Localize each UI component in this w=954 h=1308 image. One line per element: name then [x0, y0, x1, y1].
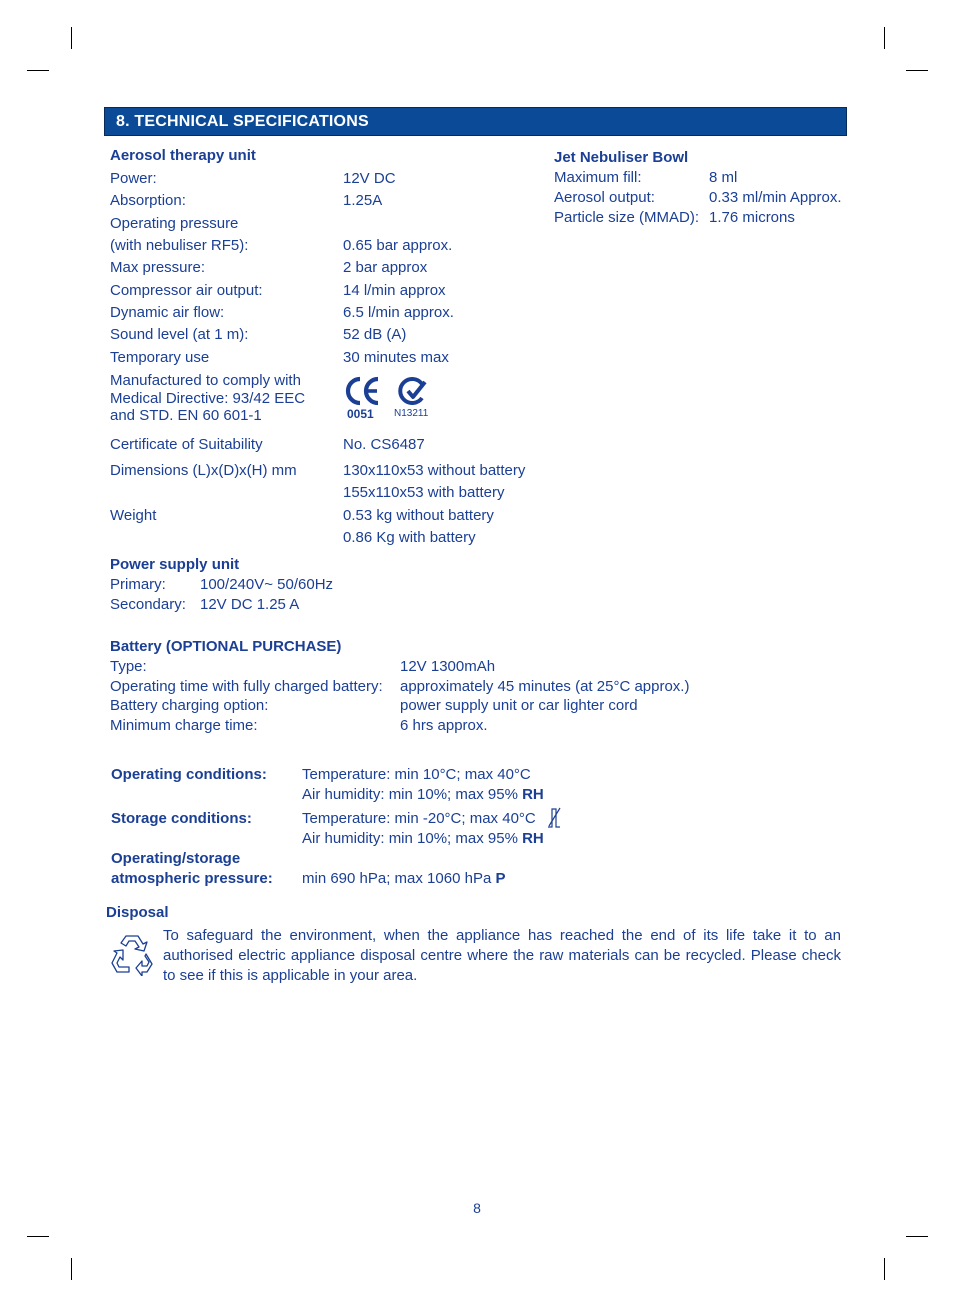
spec-label: Temporary use [110, 349, 210, 366]
temperature-limit-icon [546, 806, 562, 828]
directive-line: Medical Directive: 93/42 EEC [110, 389, 306, 407]
crop-mark [27, 70, 49, 71]
pressure-value-line [302, 870, 505, 888]
directive-text [110, 372, 305, 425]
c-tick-number: N13211 [394, 408, 429, 419]
spec-label: Secondary: [110, 596, 186, 613]
jet-heading: Jet Nebuliser Bowl [554, 149, 689, 166]
spec-value: 0.65 bar approx. [343, 237, 453, 254]
spec-label: Dynamic air flow: [110, 304, 225, 321]
weight-value: 0.53 kg without battery [343, 507, 494, 524]
crop-mark [71, 1258, 72, 1280]
spec-label: Maximum fill: [554, 169, 642, 186]
c-tick-icon [398, 376, 428, 406]
spec-label: Operating pressure [110, 215, 239, 232]
spec-value: 12V DC 1.25 A [200, 596, 300, 613]
spec-value: 52 dB (A) [343, 326, 407, 343]
pressure-value: min 690 hPa; max 1060 hPa [302, 870, 496, 887]
spec-label: Compressor air output: [110, 282, 263, 299]
weight-label: Weight [110, 507, 157, 524]
weight-value: 0.86 Kg with battery [343, 529, 476, 546]
recycle-icon [109, 930, 155, 976]
certificate-label: Certificate of Suitability [110, 436, 263, 453]
crop-mark [27, 1236, 49, 1237]
spec-value: 0.33 ml/min Approx. [709, 189, 842, 206]
spec-value: 30 minutes max [343, 349, 449, 366]
storage-humidity-line [302, 830, 544, 848]
spec-value: power supply unit or car lighter cord [400, 697, 638, 714]
page-number: 8 [473, 1200, 481, 1216]
spec-label: Operating time with fully charged battery: [110, 678, 383, 695]
spec-value: 1.25A [343, 192, 383, 209]
spec-value: 100/240V~ 50/60Hz [200, 576, 334, 593]
spec-value: 12V DC [343, 170, 396, 187]
rh-symbol: RH [522, 830, 544, 847]
spec-label: Absorption: [110, 192, 186, 209]
spec-value: 12V 1300mAh [400, 658, 496, 675]
power-supply-heading: Power supply unit [110, 556, 240, 573]
spec-label: Power: [110, 170, 157, 187]
dimensions-value: 130x110x53 without battery [343, 462, 526, 479]
spec-value: 8 ml [709, 169, 738, 186]
operating-humidity-line [302, 786, 544, 804]
disposal-heading: Disposal [106, 904, 169, 921]
spec-value: approximately 45 minutes (at 25°C approx.) [400, 678, 690, 695]
spec-label: Type: [110, 658, 147, 675]
crop-mark [884, 27, 885, 49]
aerosol-heading: Aerosol therapy unit [110, 147, 256, 164]
rh-symbol: RH [522, 786, 544, 803]
operating-temperature: Temperature: min 10°C; max 40°C [302, 766, 531, 783]
storage-humidity: Air humidity: min 10%; max 95% [302, 830, 523, 847]
crop-mark [884, 1258, 885, 1280]
section-title: 8. TECHNICAL SPECIFICATIONS [116, 113, 369, 130]
dimensions-label: Dimensions (L)x(D)x(H) mm [110, 462, 297, 479]
spec-label: Sound level (at 1 m): [110, 326, 249, 343]
spec-label: Aerosol output: [554, 189, 655, 206]
directive-line: Manufactured to comply with [110, 372, 301, 389]
ce-number: 0051 [347, 407, 374, 421]
dimensions-value: 155x110x53 with battery [343, 484, 505, 501]
pressure-label-line-1: Operating/storage [111, 850, 241, 867]
spec-value: 2 bar approx [343, 259, 428, 276]
spec-label: Max pressure: [110, 259, 206, 276]
pressure-label-line-2: atmospheric pressure: [111, 870, 273, 887]
disposal-text: To safeguard the environment, when the appliance has reached the end of its life take it to an authorised electric appliance disposal centre where the raw materials can be recycled. Please check to see if this is applicable in your area. [163, 927, 841, 984]
operating-humidity: Air humidity: min 10%; max 95% [302, 786, 523, 803]
spec-value: 1.76 microns [709, 209, 795, 226]
spec-label: Particle size (MMAD): [554, 209, 700, 226]
battery-heading: Battery (OPTIONAL PURCHASE) [110, 638, 342, 655]
spec-label: (with nebuliser RF5): [110, 237, 249, 254]
crop-mark [906, 1236, 928, 1237]
storage-temperature: Temperature: min -20°C; max 40°C [302, 810, 536, 827]
storage-conditions-label: Storage conditions: [111, 810, 252, 827]
spec-label: Minimum charge time: [110, 717, 258, 734]
p-symbol: P [495, 870, 506, 887]
spec-label: Primary: [110, 576, 166, 593]
spec-value: 14 l/min approx [343, 282, 446, 299]
spec-value: 6.5 l/min approx. [343, 304, 454, 321]
spec-label: Battery charging option: [110, 697, 269, 714]
certificate-value: No. CS6487 [343, 436, 425, 453]
operating-conditions-label: Operating conditions: [111, 766, 267, 783]
crop-mark [906, 70, 928, 71]
directive-line: and STD. EN 60 601-1 [110, 407, 262, 424]
section-header [104, 107, 847, 136]
crop-mark [71, 27, 72, 49]
spec-value: 6 hrs approx. [400, 717, 488, 734]
